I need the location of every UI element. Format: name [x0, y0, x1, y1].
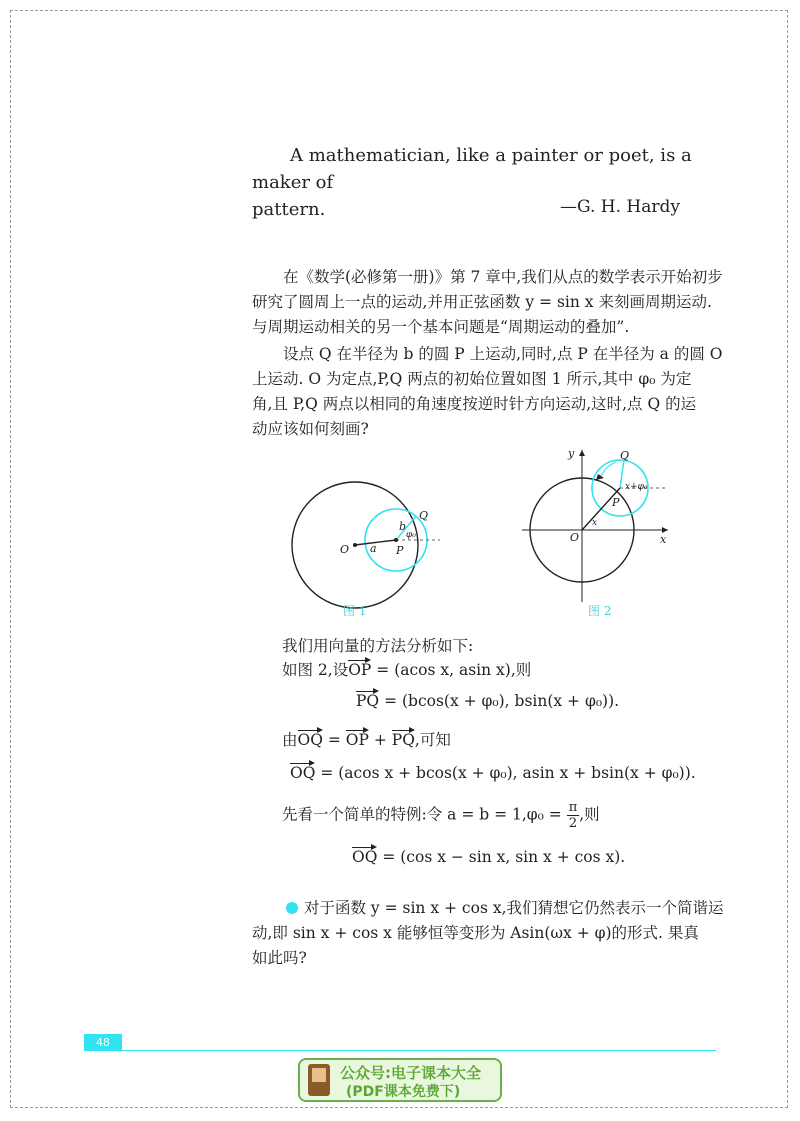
paragraph-line: 对于函数 y = sin x + cos x,我们猜想它仍然表示一个简谐运: [304, 899, 724, 917]
vector-pq: PQ: [356, 692, 380, 710]
paragraph-line: 如此吗?: [252, 949, 307, 967]
y-axis-arrow: [579, 450, 585, 456]
label-o: O: [570, 531, 580, 544]
label-x-axis: x: [660, 533, 667, 546]
equation-3: [282, 728, 451, 750]
eq4-rest: = (acos x + bcos(x + φ₀), asin x + bsin(x + φ₀)).: [315, 764, 696, 782]
eq5-prefix: 先看一个简单的特例:令 a = b = 1,φ₀ =: [282, 805, 567, 824]
label-phi0: φ₀: [406, 530, 416, 540]
segment-op: [582, 488, 620, 530]
label-p: P: [612, 496, 620, 509]
label-b: b: [399, 520, 407, 533]
page-number: 48: [84, 1034, 122, 1051]
vector-op: OP: [348, 661, 372, 679]
vector-oq: OQ: [352, 848, 378, 866]
arrowhead-icon: [596, 474, 604, 480]
book-icon: [308, 1064, 330, 1096]
equation-6: [352, 848, 625, 866]
eq3-equals: =: [322, 731, 346, 749]
eq3-rest: ,可知: [414, 731, 451, 749]
rotation-arrow: [600, 462, 616, 478]
stamp-line-2: (PDF课本免费下): [346, 1084, 461, 1100]
label-o: O: [340, 543, 350, 556]
fraction-pi-over-2: [567, 800, 580, 831]
fraction-denominator: 2: [568, 816, 578, 831]
vector-pq: PQ: [391, 731, 415, 749]
epigraph-line-2: pattern.: [252, 199, 326, 220]
vector-oq: OQ: [290, 764, 316, 782]
footer-rule: [122, 1050, 716, 1051]
equation-5: [282, 800, 600, 831]
paragraph-line: 上运动. O 为定点,P,Q 两点的初始位置如图 1 所示,其中 φ₀ 为定: [252, 370, 692, 388]
figure-2-caption: 图 2: [588, 604, 612, 618]
watermark-stamp: [298, 1058, 502, 1102]
label-q: Q: [620, 449, 630, 462]
eq1-rest: = (acos x, asin x),则: [371, 661, 532, 679]
figure-1-diagram: [292, 482, 440, 608]
eq3-plus: +: [368, 731, 392, 749]
paragraph-question: [252, 896, 722, 971]
equation-2: [356, 692, 619, 710]
epigraph-line-1: A mathematician, like a painter or poet, is a maker of: [252, 145, 692, 193]
eq2-rest: = (bcos(x + φ₀), bsin(x + φ₀)).: [379, 692, 620, 710]
epigraph-author: —G. H. Hardy: [560, 197, 680, 217]
eq1-prefix: 如图 2,设: [282, 661, 349, 679]
label-q: Q: [419, 509, 429, 522]
segment-pq: [620, 460, 624, 488]
point-o: [353, 543, 357, 547]
label-y: y: [568, 447, 575, 460]
label-p: P: [396, 544, 404, 557]
paragraph-line: 动应该如何刻画?: [252, 420, 369, 438]
vector-oq: OQ: [297, 731, 323, 749]
label-x-plus-phi: x+φ₀: [625, 482, 648, 492]
paragraph-line: 在《数学(必修第一册)》第 7 章中,我们从点的数学表示开始初步: [283, 268, 723, 286]
equation-4: [290, 764, 696, 782]
label-a: a: [370, 542, 377, 555]
figure-2-diagram: [522, 447, 668, 602]
eq5-rest: ,则: [579, 805, 600, 824]
figure-1-caption: 图 1: [343, 604, 367, 618]
equation-1: [282, 658, 531, 680]
paragraph-line: 与周期运动相关的另一个基本问题是“周期运动的叠加”.: [252, 318, 630, 336]
paragraph-line: 研究了圆周上一点的运动,并用正弦函数 y = sin x 来刻画周期运动.: [252, 293, 712, 311]
stamp-line-1: 公众号:电子课本大全: [340, 1064, 481, 1082]
paragraph-line: 设点 Q 在半径为 b 的圆 P 上运动,同时,点 P 在半径为 a 的圆 O: [283, 345, 723, 363]
label-x-angle: x: [592, 518, 598, 528]
eq6-rest: = (cos x − sin x, sin x + cos x).: [377, 848, 626, 866]
point-p: [394, 538, 398, 542]
analysis-intro: 我们用向量的方法分析如下:: [282, 637, 474, 655]
eq3-prefix: 由: [282, 731, 298, 749]
fraction-numerator: π: [568, 800, 578, 815]
vector-op: OP: [345, 731, 369, 749]
paragraph-line: 动,即 sin x + cos x 能够恒等变形为 Asin(ωx + φ)的形式. 果真: [252, 924, 699, 942]
paragraph-line: 角,且 P,Q 两点以相同的角速度按逆时针方向运动,这时,点 Q 的运: [252, 395, 697, 413]
